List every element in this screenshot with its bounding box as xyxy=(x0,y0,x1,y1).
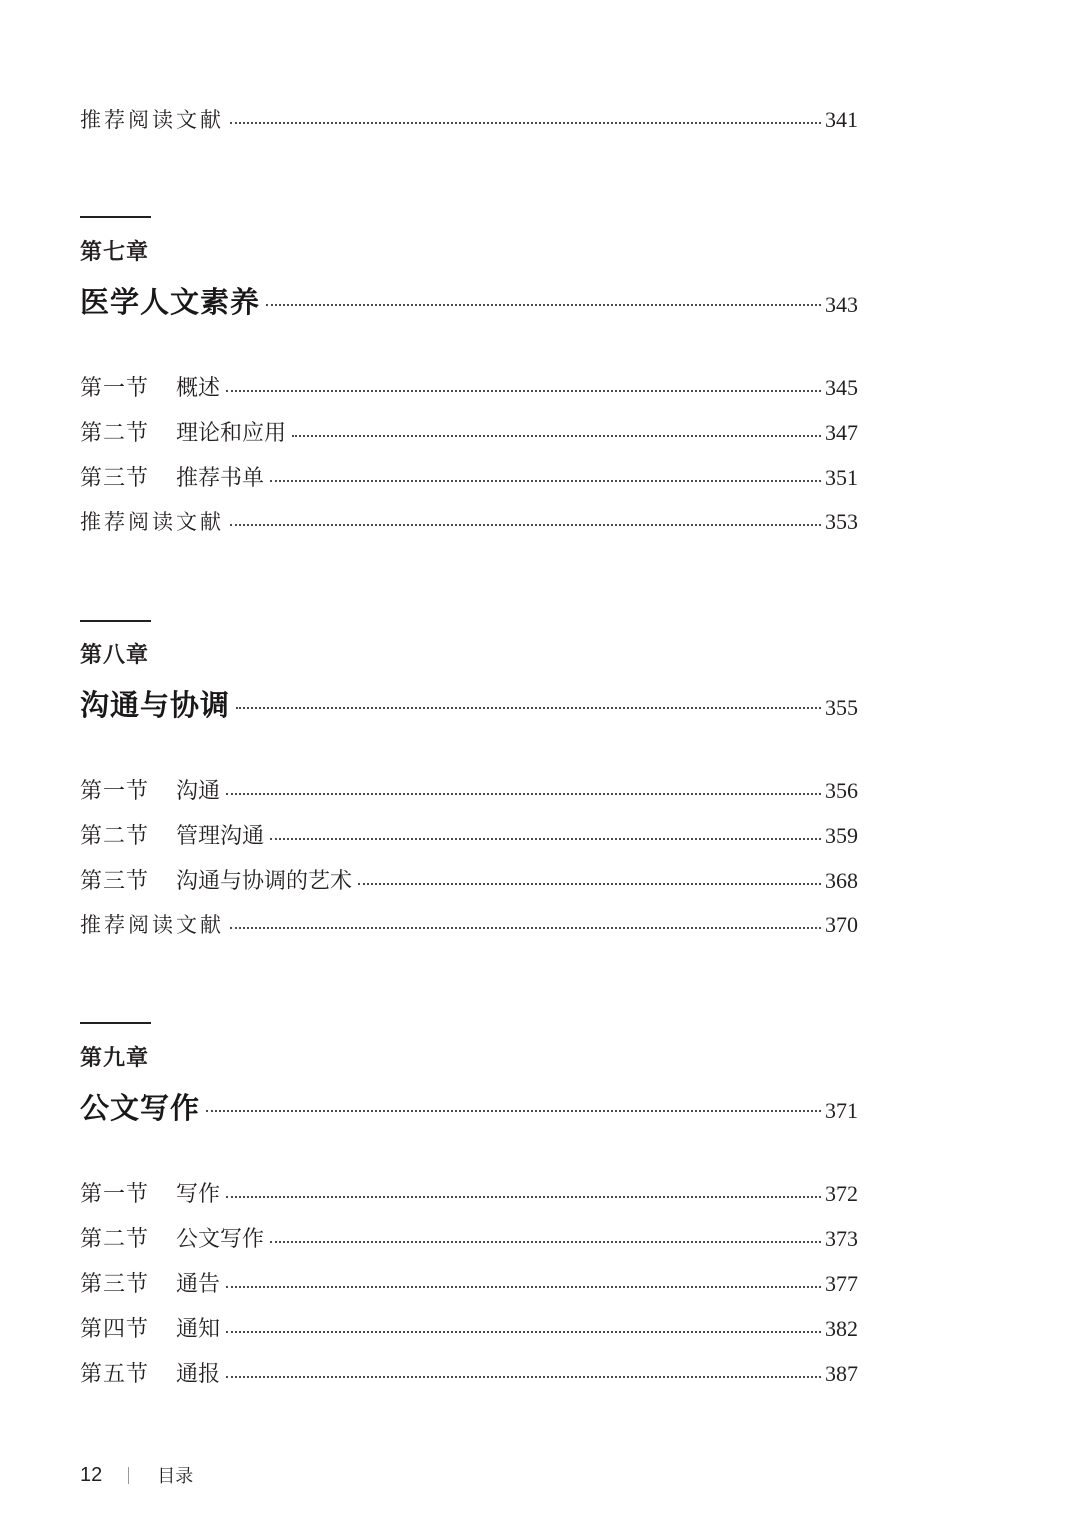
toc-entry-reading[interactable] xyxy=(80,909,858,939)
entry-label: 推荐阅读文献 xyxy=(80,913,224,937)
dot-leader xyxy=(270,480,821,482)
section-number: 第二节 xyxy=(80,824,150,849)
dot-leader xyxy=(226,1331,821,1333)
page-number: 356 xyxy=(825,778,858,803)
toc-entry-chapter[interactable] xyxy=(80,1086,858,1127)
section-number: 第一节 xyxy=(80,779,150,804)
dot-leader xyxy=(292,435,821,437)
section-number: 第三节 xyxy=(80,466,150,491)
page-footer xyxy=(80,1462,193,1488)
page-number: 341 xyxy=(825,107,858,132)
dot-leader xyxy=(226,1376,821,1378)
page-number: 371 xyxy=(825,1098,858,1123)
toc-entry-reading[interactable] xyxy=(80,104,858,134)
dot-leader xyxy=(236,707,821,709)
page-number: 368 xyxy=(825,868,858,893)
page-number: 372 xyxy=(825,1181,858,1206)
dot-leader xyxy=(206,1110,821,1112)
page-number: 343 xyxy=(825,292,858,317)
page-number: 370 xyxy=(825,912,858,937)
section-number: 第二节 xyxy=(80,421,150,446)
dot-leader xyxy=(270,838,821,840)
page-number: 382 xyxy=(825,1316,858,1341)
section-title: 沟通 xyxy=(176,779,221,804)
toc-entry-section[interactable] xyxy=(80,371,858,402)
chapter-title: 公文写作 xyxy=(80,1091,201,1125)
section-title: 管理沟通 xyxy=(176,824,265,849)
dot-leader xyxy=(266,304,821,306)
page-number: 347 xyxy=(825,420,858,445)
entry-label: 推荐阅读文献 xyxy=(80,108,224,132)
chapter-title: 沟通与协调 xyxy=(80,688,231,722)
section-number: 第一节 xyxy=(80,1182,150,1207)
toc-entry-section[interactable] xyxy=(80,416,858,447)
toc-entry-reading[interactable] xyxy=(80,506,858,536)
dot-leader xyxy=(358,883,821,885)
page-number: 353 xyxy=(825,509,858,534)
toc-entry-chapter[interactable] xyxy=(80,280,858,321)
toc-entry-section[interactable] xyxy=(80,1312,858,1343)
section-title: 公文写作 xyxy=(176,1227,265,1252)
dot-leader xyxy=(230,122,821,124)
section-title: 理论和应用 xyxy=(176,421,287,446)
section-number: 第四节 xyxy=(80,1317,150,1342)
toc-entry-section[interactable] xyxy=(80,1177,858,1208)
chapter-rule xyxy=(80,216,151,218)
section-title: 沟通与协调的艺术 xyxy=(176,869,353,894)
page-number: 387 xyxy=(825,1361,858,1386)
chapter-label: 第九章 xyxy=(80,1045,150,1071)
section-title: 写作 xyxy=(176,1182,221,1207)
section-number: 第一节 xyxy=(80,376,150,401)
section-title: 通报 xyxy=(176,1362,221,1387)
toc-entry-section[interactable] xyxy=(80,864,858,895)
section-title: 概述 xyxy=(176,376,221,401)
section-title: 通告 xyxy=(176,1272,221,1297)
footer-page-number: 12 xyxy=(80,1463,103,1486)
section-title: 推荐书单 xyxy=(176,466,265,491)
chapter-rule xyxy=(80,1022,151,1024)
dot-leader xyxy=(270,1241,821,1243)
dot-leader xyxy=(226,793,821,795)
entry-label: 推荐阅读文献 xyxy=(80,510,224,534)
toc-entry-section[interactable] xyxy=(80,461,858,492)
chapter-label: 第八章 xyxy=(80,642,150,668)
toc-entry-section[interactable] xyxy=(80,819,858,850)
dot-leader xyxy=(226,1196,821,1198)
chapter-label: 第七章 xyxy=(80,239,150,265)
section-number: 第三节 xyxy=(80,869,150,894)
dot-leader xyxy=(226,1286,821,1288)
section-number: 第三节 xyxy=(80,1272,150,1297)
footer-title: 目录 xyxy=(157,1466,194,1487)
dot-leader xyxy=(230,927,821,929)
page-number: 351 xyxy=(825,465,858,490)
page-number: 377 xyxy=(825,1271,858,1296)
toc-entry-section[interactable] xyxy=(80,1357,858,1388)
toc-entry-chapter[interactable] xyxy=(80,683,858,724)
chapter-rule xyxy=(80,620,151,622)
page-number: 359 xyxy=(825,823,858,848)
page-number: 355 xyxy=(825,695,858,720)
dot-leader xyxy=(226,390,821,392)
footer-divider xyxy=(128,1467,129,1484)
dot-leader xyxy=(230,524,821,526)
page-number: 345 xyxy=(825,375,858,400)
section-title: 通知 xyxy=(176,1317,221,1342)
toc-entry-section[interactable] xyxy=(80,1222,858,1253)
toc-entry-section[interactable] xyxy=(80,774,858,805)
toc-entry-section[interactable] xyxy=(80,1267,858,1298)
section-number: 第二节 xyxy=(80,1227,150,1252)
chapter-title: 医学人文素养 xyxy=(80,285,261,319)
page-number: 373 xyxy=(825,1226,858,1251)
section-number: 第五节 xyxy=(80,1362,150,1387)
